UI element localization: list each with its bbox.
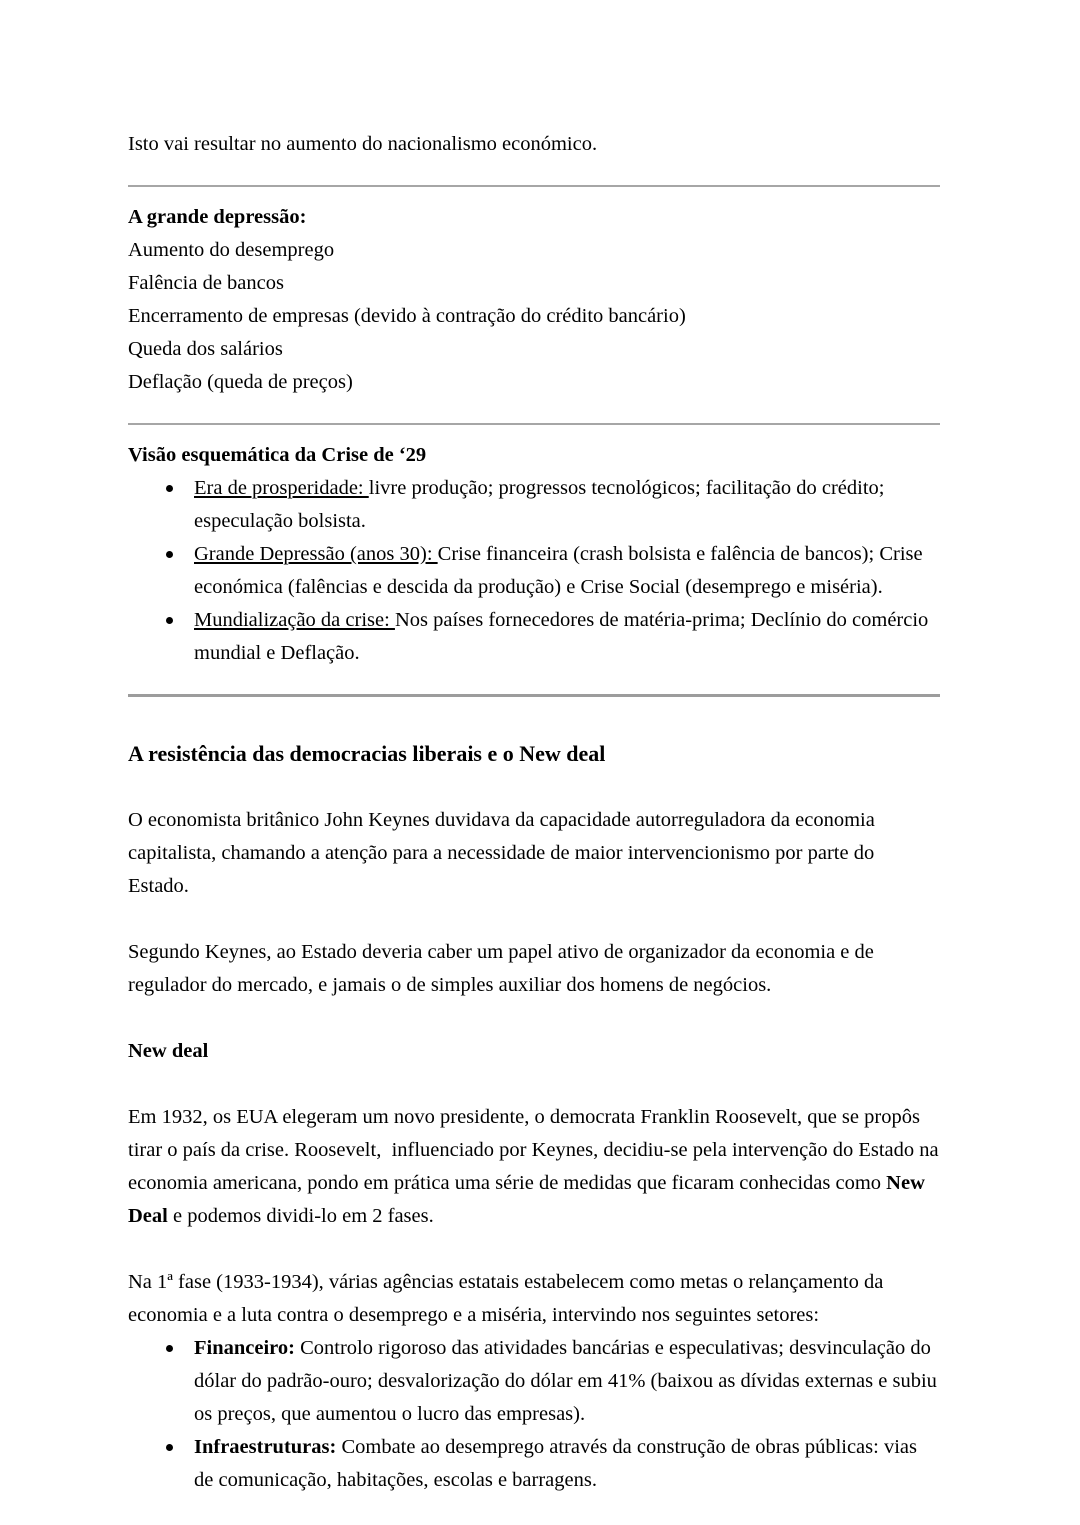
spacer bbox=[128, 771, 940, 804]
bullet-text: Crise financeira (crash bolsista e falência de bancos); Crise económica (falências e descida da produção) e Crise Social (desemprego e miséria). bbox=[194, 543, 923, 598]
spacer bbox=[128, 1002, 940, 1035]
list-item bbox=[128, 604, 940, 670]
spacer bbox=[128, 1233, 940, 1266]
paragraph-keynes-1: O economista britânico John Keynes duvidava da capacidade autorreguladora da economia capitalista, chamando a atenção para a necessidade de maior intervencionismo por parte do Estado. bbox=[128, 809, 880, 897]
paragraph-keynes-2: Segundo Keynes, ao Estado deveria caber um papel ativo de organizador da economia e de regulador do mercado, e jamais o de simples auxiliar dos homens de negócios. bbox=[128, 941, 880, 996]
depressao-line-5: Deflação (queda de preços) bbox=[128, 371, 353, 393]
spacer bbox=[128, 187, 940, 201]
bullet-text: livre produção; progressos tecnológicos; facilitação do crédito; especulação bolsista. bbox=[194, 477, 885, 532]
list-item bbox=[128, 538, 940, 604]
bullet-dot-icon bbox=[166, 1444, 173, 1451]
bullet-lead: Infraestruturas: bbox=[194, 1436, 342, 1458]
subheading-new-deal: New deal bbox=[128, 1040, 209, 1062]
bullet-dot-icon bbox=[166, 617, 173, 624]
new-deal-bullet-list bbox=[128, 1332, 940, 1497]
spacer bbox=[128, 161, 940, 185]
visao-bullet-list bbox=[128, 472, 940, 670]
bullet-dot-icon bbox=[166, 485, 173, 492]
list-item bbox=[128, 472, 940, 538]
paragraph-roosevelt-emphasis: New Deal bbox=[128, 1172, 931, 1227]
paragraph-fase-1: Na 1ª fase (1933-1934), várias agências estatais estabelecem como metas o relançamento da economia e a luta contra o desemprego e a miséria, intervindo nos seguintes setores: bbox=[128, 1271, 889, 1326]
heading-resistencia-democracias: A resistência das democracias liberais e o New deal bbox=[128, 741, 606, 766]
paragraph-roosevelt bbox=[128, 1101, 944, 1233]
bullet-dot-icon bbox=[166, 1345, 173, 1352]
spacer bbox=[128, 399, 940, 423]
depressao-line-4: Queda dos salários bbox=[128, 338, 283, 360]
depressao-line-1: Aumento do desemprego bbox=[128, 239, 335, 261]
list-item bbox=[128, 1332, 940, 1431]
paragraph-roosevelt-part1: Em 1932, os EUA elegeram um novo presidente, o democrata Franklin Roosevelt, que se propôs tirar o país da crise. Roosevelt, influenciado por Keynes, decidiu-se pela intervenção do Estado na economia americana, pondo em prática uma série de medidas que ficaram conhecidas como bbox=[128, 1106, 944, 1194]
bullet-lead: Financeiro: bbox=[194, 1337, 301, 1359]
bullet-lead: Mundialização da crise: bbox=[194, 609, 395, 631]
depressao-line-2: Falência de bancos bbox=[128, 272, 284, 294]
heading-visao-esquematica: Visão esquemática da Crise de ‘29 bbox=[128, 444, 427, 466]
heading-grande-depressao: A grande depressão: bbox=[128, 206, 307, 228]
spacer bbox=[128, 670, 940, 694]
bullet-text: Nos países fornecedores de matéria-prima; Declínio do comércio mundial e Deflação. bbox=[194, 609, 929, 664]
list-item bbox=[128, 1431, 940, 1497]
spacer bbox=[128, 903, 940, 936]
intro-paragraph: Isto vai resultar no aumento do nacionalismo económico. bbox=[128, 133, 598, 155]
document-body bbox=[128, 128, 944, 1497]
bullet-dot-icon bbox=[166, 551, 173, 558]
bullet-lead: Grande Depressão (anos 30): bbox=[194, 543, 438, 565]
bullet-lead: Era de prosperidade: bbox=[194, 477, 369, 499]
spacer bbox=[128, 425, 940, 439]
bullet-text: Combate ao desemprego através da construção de obras públicas: vias de comunicação, habitações, escolas e barragens. bbox=[194, 1436, 917, 1491]
depressao-line-3: Encerramento de empresas (devido à contração do crédito bancário) bbox=[128, 305, 686, 327]
spacer bbox=[128, 1068, 940, 1101]
spacer bbox=[128, 697, 940, 737]
paragraph-roosevelt-part2: e podemos dividi-lo em 2 fases. bbox=[167, 1205, 434, 1227]
bullet-text: Controlo rigoroso das atividades bancárias e especulativas; desvinculação do dólar do padrão-ouro; desvalorização do dólar em 41% (baixou as dívidas externas e subiu os preços, que aumentou o lucro das empresas). bbox=[194, 1337, 937, 1425]
